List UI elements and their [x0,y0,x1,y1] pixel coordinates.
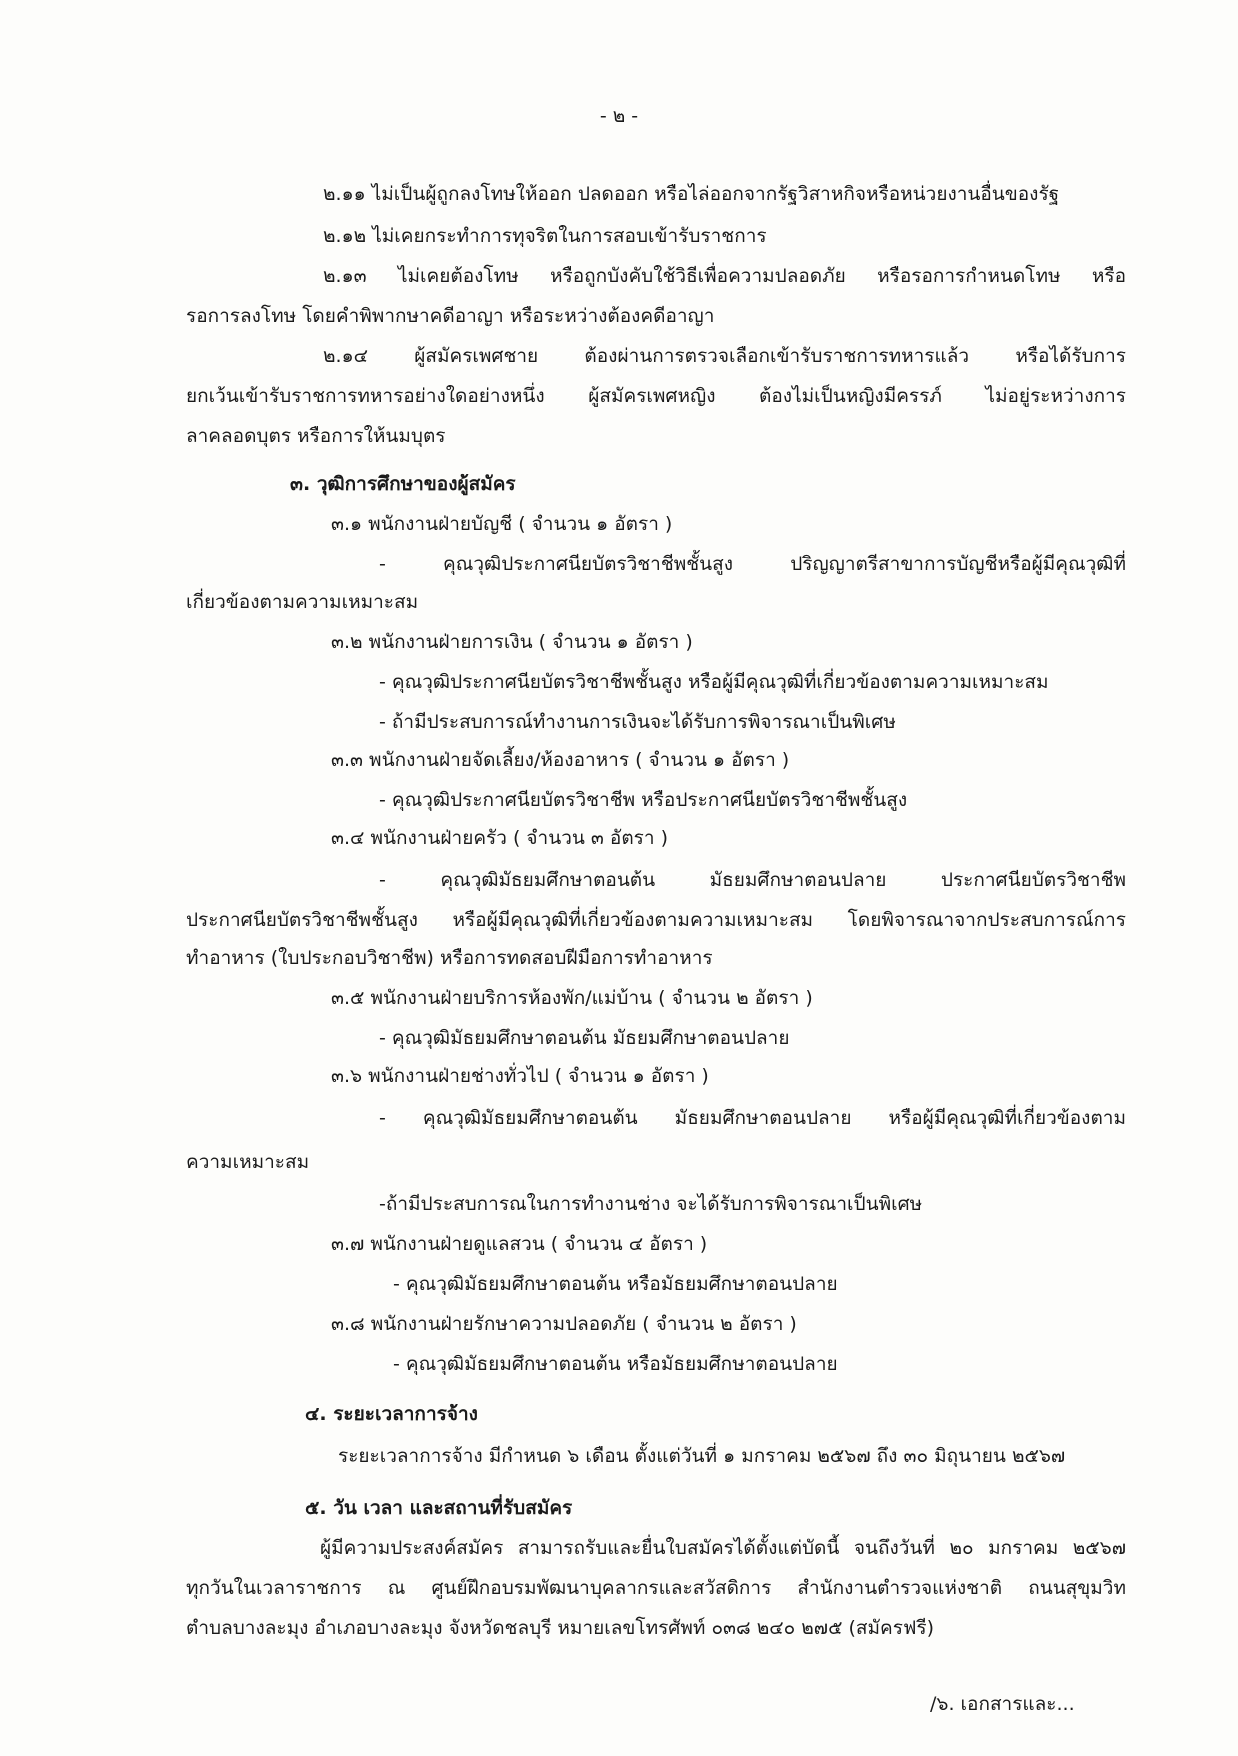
position-3-5-qual: - คุณวุฒิมัธยมศึกษาตอนต้น มัธยมศึกษาตอนปลาย [379,1027,790,1049]
clause-2-14-line3: ลาคลอดบุตร หรือการให้นมบุตร [186,425,446,447]
position-3-2: ๓.๒ พนักงานฝ่ายการเงิน ( จำนวน ๑ อัตรา ) [331,631,693,653]
clause-2-13-line1: ๒.๑๓ ไม่เคยต้องโทษ หรือถูกบังคับใช้วิธีเพื่อความปลอดภัย หรือรอการกำหนดโทษ หรือ [323,265,1126,287]
section-4-text: ระยะเวลาการจ้าง มีกำหนด ๖ เดือน ตั้งแต่วันที่ ๑ มกราคม ๒๕๖๗ ถึง ๓๐ มิถุนายน ๒๕๖๗ [338,1445,1066,1467]
position-3-2-extra: - ถ้ามีประสบการณ์ทำงานการเงินจะได้รับการพิจารณาเป็นพิเศษ [379,711,896,733]
clause-2-11: ๒.๑๑ ไม่เป็นผู้ถูกลงโทษให้ออก ปลดออก หรือไล่ออกจากรัฐวิสาหกิจหรือหน่วยงานอื่นของรัฐ [323,183,1060,205]
position-3-7-qual: - คุณวุฒิมัธยมศึกษาตอนต้น หรือมัธยมศึกษาตอนปลาย [393,1273,838,1295]
position-3-7: ๓.๗ พนักงานฝ่ายดูแลสวน ( จำนวน ๔ อัตรา ) [331,1233,708,1255]
continuation-marker: /๖. เอกสารและ... [930,1693,1075,1715]
position-3-4-qual-line3: ทำอาหาร (ใบประกอบวิชาชีพ) หรือการทดสอบฝีมือการทำอาหาร [186,947,713,969]
position-3-1-qual-line1: - คุณวุฒิประกาศนียบัตรวิชาชีพชั้นสูง ปริญญาตรีสาขาการบัญชีหรือผู้มีคุณวุฒิที่ [379,553,1126,575]
position-3-6: ๓.๖ พนักงานฝ่ายช่างทั่วไป ( จำนวน ๑ อัตรา ) [331,1065,709,1087]
section-3-heading: ๓. วุฒิการศึกษาของผู้สมัคร [290,473,516,495]
section-5-text-line2: ทุกวันในเวลาราชการ ณ ศูนย์ฝึกอบรมพัฒนาบุคลากรและสวัสดิการ สำนักงานตำรวจแห่งชาติ ถนนสุขุมวิท [186,1577,1126,1599]
clause-2-14-line2: ยกเว้นเข้ารับราชการทหารอย่างใดอย่างหนึ่ง ผู้สมัครเพศหญิง ต้องไม่เป็นหญิงมีครรภ์ ไม่อยู่ระหว่างการ [186,385,1126,407]
position-3-6-qual-line1: - คุณวุฒิมัธยมศึกษาตอนต้น มัธยมศึกษาตอนปลาย หรือผู้มีคุณวุฒิที่เกี่ยวข้องตาม [379,1107,1126,1129]
section-4-heading: ๔. ระยะเวลาการจ้าง [305,1403,478,1425]
position-3-6-extra: -ถ้ามีประสบการณในการทำงานช่าง จะได้รับการพิจารณาเป็นพิเศษ [379,1193,923,1215]
position-3-4-qual-line2: ประกาศนียบัตรวิชาชีพชั้นสูง หรือผู้มีคุณวุฒิที่เกี่ยวข้องตามความเหมาะสม โดยพิจารณาจากประสบการณ์การ [186,909,1126,931]
section-5-text-line3: ตำบลบางละมุง อำเภอบางละมุง จังหวัดชลบุรี หมายเลขโทรศัพท์ ๐๓๘ ๒๔๐ ๒๗๕ (สมัครฟรี) [186,1617,935,1639]
section-5-text-line1: ผู้มีความประสงค์สมัคร สามารถรับและยื่นใบสมัครได้ตั้งแต่บัดนี้ จนถึงวันที่ ๒๐ มกราคม ๒๕๖๗ [320,1537,1126,1559]
page-number: - ๒ - [599,105,639,127]
position-3-2-qual: - คุณวุฒิประกาศนียบัตรวิชาชีพชั้นสูง หรือผู้มีคุณวุฒิที่เกี่ยวข้องตามความเหมาะสม [379,671,1049,693]
position-3-1: ๓.๑ พนักงานฝ่ายบัญชี ( จำนวน ๑ อัตรา ) [331,513,673,535]
clause-2-14-line1: ๒.๑๔ ผู้สมัครเพศชาย ต้องผ่านการตรวจเลือกเข้ารับราชการทหารแล้ว หรือได้รับการ [323,345,1126,367]
position-3-8-qual: - คุณวุฒิมัธยมศึกษาตอนต้น หรือมัธยมศึกษาตอนปลาย [393,1353,838,1375]
position-3-3-qual: - คุณวุฒิประกาศนียบัตรวิชาชีพ หรือประกาศนียบัตรวิชาชีพชั้นสูง [379,789,908,811]
position-3-1-qual-line2: เกี่ยวข้องตามความเหมาะสม [186,591,419,613]
position-3-8: ๓.๘ พนักงานฝ่ายรักษาความปลอดภัย ( จำนวน ๒ อัตรา ) [331,1313,797,1335]
section-5-heading: ๕. วัน เวลา และสถานที่รับสมัคร [305,1497,573,1519]
position-3-6-qual-line2: ความเหมาะสม [186,1151,310,1173]
position-3-5: ๓.๕ พนักงานฝ่ายบริการห้องพัก/แม่บ้าน ( จำนวน ๒ อัตรา ) [331,987,813,1009]
position-3-4-qual-line1: - คุณวุฒิมัธยมศึกษาตอนต้น มัธยมศึกษาตอนปลาย ประกาศนียบัตรวิชาชีพ [379,869,1126,891]
position-3-3: ๓.๓ พนักงานฝ่ายจัดเลี้ยง/ห้องอาหาร ( จำนวน ๑ อัตรา ) [331,749,790,771]
position-3-4: ๓.๔ พนักงานฝ่ายครัว ( จำนวน ๓ อัตรา ) [331,827,668,849]
clause-2-13-line2: รอการลงโทษ โดยคำพิพากษาคดีอาญา หรือระหว่างต้องคดีอาญา [186,305,715,327]
clause-2-12: ๒.๑๒ ไม่เคยกระทำการทุจริตในการสอบเข้ารับราชการ [323,225,767,247]
